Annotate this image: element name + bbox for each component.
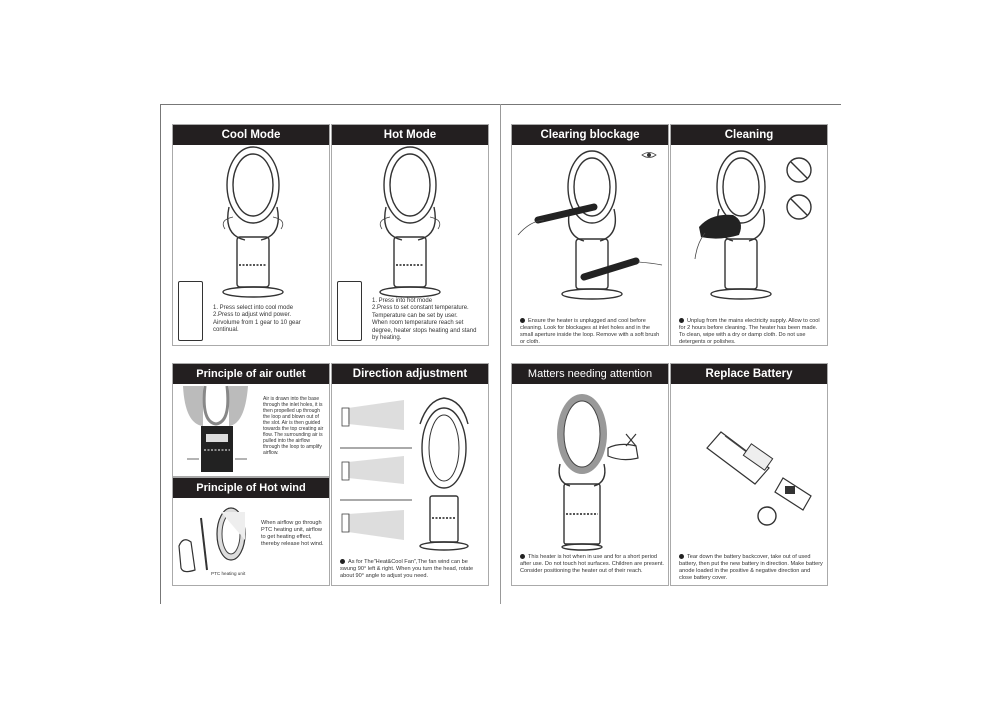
panel-title: Principle of Hot wind <box>173 478 329 498</box>
battery-panel <box>670 363 828 586</box>
bullet-dot-icon <box>340 559 345 564</box>
ptc-label: PTC heating unit <box>211 571 246 576</box>
fan-hand-illustration <box>512 364 668 585</box>
note-text: Ensure the heater is unplugged and cool before cleaning. Look for blockages at inlet holes and in the small aperture inside the loop. Remove with a soft brush or cloth. <box>520 318 660 345</box>
cool-mode-panel <box>172 124 330 346</box>
panel-title: Principle of air outlet <box>173 364 329 384</box>
clearing-blockage-note <box>520 318 664 346</box>
hot-wind-text: When airflow go through PTC heating unit, airflow to get heating effect, thereby release hot wind. <box>261 520 324 547</box>
line-2: 2.Press to set constant temperature. <box>372 305 469 312</box>
cleaning-note <box>679 318 823 346</box>
attention-panel <box>511 363 669 586</box>
bullet-dot-icon <box>679 318 684 323</box>
battery-illustration <box>671 364 827 585</box>
panel-title: Replace Battery <box>671 364 827 384</box>
air-outlet-panel <box>172 363 330 477</box>
bullet-dot-icon <box>679 554 684 559</box>
direction-panel <box>331 363 489 586</box>
air-outlet-text: Air is drawn into the base through the inlet holes, it is then propelled up through the loop and blown out of the slot. Air is then guided towards the top creating air flow. The surrounding air is pulled into the airflow through the loop to amplify airflow. <box>263 396 324 456</box>
fan-cloth-illustration <box>671 125 827 345</box>
hot-wind-panel <box>172 477 330 586</box>
line-3: Airvolume from 1 gear to 10 gear continual. <box>213 319 301 334</box>
cleaning-panel <box>670 124 828 346</box>
clearing-blockage-panel <box>511 124 669 346</box>
panel-title: Cleaning <box>671 125 827 145</box>
line-2: 2.Press to adjust wind power. <box>213 312 292 319</box>
line-1: 1. Press into hot mode <box>372 298 433 304</box>
top-rule <box>161 104 841 105</box>
line-3: Temperature can be set by user. <box>372 312 458 319</box>
bullet-dot-icon <box>520 318 525 323</box>
note-text: Unplug from the mains electricity supply. Allow to cool for 2 hours before cleaning. The heater has been made. To clean, wipe with a dry or damp cloth. Do not use detergents or polishes. <box>679 318 820 345</box>
remote-control <box>337 281 362 341</box>
bullet-dot-icon <box>520 554 525 559</box>
panel-title: Matters needing attention <box>512 364 668 384</box>
battery-note <box>679 554 823 582</box>
panel-title: Cool Mode <box>173 125 329 145</box>
note-text: Tear down the battery backcover, take out of used battery, then put the new battery in direction. Make battery anode loaded in the positive & negative direction and close battery cover. <box>679 554 823 581</box>
note-text: As for The"Heat&Cool Fan",The fan wind can be swung 90° left & right. When you turn the head, rotate about 90° angle to adjust you need. <box>340 559 474 579</box>
remote-control <box>178 281 203 341</box>
panel-title: Clearing blockage <box>512 125 668 145</box>
hot-mode-instructions <box>372 298 484 342</box>
cool-mode-instructions <box>213 305 325 335</box>
hot-mode-panel <box>331 124 489 346</box>
panel-title: Direction adjustment <box>332 364 488 384</box>
panel-title: Hot Mode <box>332 125 488 145</box>
attention-note <box>520 554 664 575</box>
fan-brush-illustration <box>512 125 668 345</box>
note-text: This heater is hot when in use and for a short period after use. Do not touch hot surfaces. Children are present. Consider positioning the heater out of their reach. <box>520 554 664 574</box>
center-fold <box>500 104 501 604</box>
direction-note <box>340 559 484 580</box>
left-rule <box>160 104 161 604</box>
line-1: 1. Press select into cool mode <box>213 305 294 311</box>
direction-illustration <box>332 364 488 585</box>
line-4: When room temperature reach set degree, heater stops heating and stand by heating. <box>372 320 477 342</box>
